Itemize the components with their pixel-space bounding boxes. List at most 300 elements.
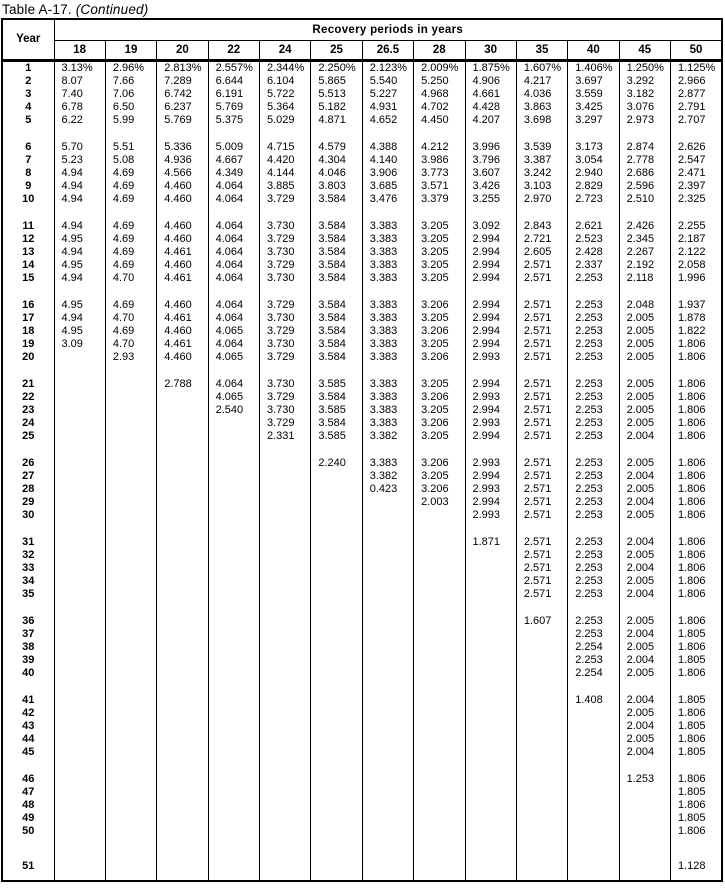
col-header-26-5: 26.5 [362,40,413,60]
value-cell: 4.304 [311,154,362,167]
value-cell: 6.78 [54,101,105,114]
value-cell: 1.253 [619,773,670,786]
value-cell: 5.51 [105,141,156,154]
value-cell [619,860,670,873]
year-cell: 32 [2,549,54,562]
value-cell: 4.715 [260,141,311,154]
value-cell [311,733,362,746]
value-cell [516,773,567,786]
value-cell: 3.584 [311,417,362,430]
value-cell [157,628,208,641]
value-cell [157,720,208,733]
value-cell [105,720,156,733]
value-cell: 2.005 [619,312,670,325]
value-cell: 3.379 [414,193,465,206]
value-cell: 4.460 [157,351,208,364]
value-cell: 2.005 [619,733,670,746]
value-cell: 4.652 [362,114,413,127]
value-cell [157,127,208,141]
value-cell [157,825,208,838]
value-cell [260,860,311,873]
value-cell [414,522,465,536]
value-cell [311,470,362,483]
year-cell [2,759,54,773]
table-row [2,101,722,114]
value-cell: 2.118 [619,272,670,285]
year-cell: 23 [2,404,54,417]
year-cell [2,206,54,220]
value-cell [516,786,567,799]
value-cell: 4.064 [208,233,259,246]
value-cell [105,680,156,694]
value-cell [414,812,465,825]
value-cell [516,694,567,707]
value-cell: 2.253 [568,351,619,364]
value-cell: 3.584 [311,259,362,272]
value-cell [362,707,413,720]
value-cell: 4.450 [414,114,465,127]
value-cell [208,860,259,873]
table-row [2,615,722,628]
value-cell: 3.205 [414,220,465,233]
value-cell [105,773,156,786]
value-cell: 1.806 [671,378,723,391]
value-cell [260,654,311,667]
value-cell: 5.23 [54,154,105,167]
value-cell [105,364,156,378]
value-cell: 3.584 [311,351,362,364]
value-cell [54,575,105,588]
value-cell [671,838,723,860]
year-cell: 36 [2,615,54,628]
value-cell: 2.471 [671,167,723,180]
value-cell: 2.523 [568,233,619,246]
value-cell [414,873,465,881]
table-row [2,167,722,180]
value-cell [619,799,670,812]
value-cell: 6.237 [157,101,208,114]
value-cell: 1.128 [671,860,723,873]
value-cell [260,746,311,759]
value-cell: 4.064 [208,378,259,391]
value-cell: 2.993 [465,351,516,364]
table-row [2,378,722,391]
value-cell: 4.461 [157,272,208,285]
value-cell: 1.806 [671,338,723,351]
value-cell [671,206,723,220]
value-cell [105,812,156,825]
value-cell: 4.936 [157,154,208,167]
value-cell: 8.07 [54,75,105,88]
value-cell [568,786,619,799]
year-cell [2,601,54,615]
value-cell [311,575,362,588]
value-cell: 2.571 [516,496,567,509]
value-cell: 3.206 [414,325,465,338]
value-cell [157,588,208,601]
value-cell [105,522,156,536]
value-cell: 2.005 [619,575,670,588]
value-cell: 3.729 [260,299,311,312]
value-cell [465,825,516,838]
value-cell [362,873,413,881]
value-cell: 4.70 [105,338,156,351]
value-cell: 4.046 [311,167,362,180]
value-cell: 2.004 [619,654,670,667]
value-cell [465,873,516,881]
value-cell: 3.773 [414,167,465,180]
value-cell [157,522,208,536]
value-cell: 5.227 [362,88,413,101]
value-cell [208,127,259,141]
value-cell [54,838,105,860]
value-cell [208,707,259,720]
spacer-row [2,285,722,299]
value-cell [54,285,105,299]
value-cell [54,707,105,720]
value-cell: 1.806 [671,536,723,549]
value-cell [260,773,311,786]
value-cell: 3.205 [414,338,465,351]
value-cell: 4.460 [157,180,208,193]
table-row [2,457,722,470]
value-cell [105,127,156,141]
value-cell [465,127,516,141]
year-cell: 44 [2,733,54,746]
value-cell [54,404,105,417]
value-cell [105,615,156,628]
value-cell [311,746,362,759]
value-cell [157,430,208,443]
value-cell [362,628,413,641]
value-cell: 1.406% [568,60,619,75]
value-cell [414,601,465,615]
value-cell [105,838,156,860]
value-cell: 2.993 [465,509,516,522]
year-cell [2,364,54,378]
value-cell: 2.993 [465,417,516,430]
value-cell: 2.253 [568,536,619,549]
value-cell: 2.004 [619,746,670,759]
value-cell: 4.460 [157,259,208,272]
value-cell [465,799,516,812]
value-cell [311,694,362,707]
value-cell: 3.585 [311,404,362,417]
value-cell [208,417,259,430]
value-cell: 2.93 [105,351,156,364]
value-cell: 3.383 [362,391,413,404]
value-cell [465,667,516,680]
value-cell [208,509,259,522]
value-cell [260,720,311,733]
value-cell [208,457,259,470]
value-cell [671,285,723,299]
value-cell [465,601,516,615]
value-cell [516,733,567,746]
value-cell [414,746,465,759]
col-header-22: 22 [208,40,259,60]
value-cell [105,759,156,773]
table-row [2,825,722,838]
value-cell [105,873,156,881]
value-cell [208,733,259,746]
table-body [2,60,722,881]
value-cell: 1.806 [671,457,723,470]
year-cell: 39 [2,654,54,667]
value-cell: 2.005 [619,457,670,470]
value-cell: 2.994 [465,496,516,509]
value-cell: 2.571 [516,509,567,522]
value-cell [105,694,156,707]
value-cell: 1.806 [671,799,723,812]
value-cell: 2.344% [260,60,311,75]
value-cell: 4.064 [208,246,259,259]
value-cell [208,575,259,588]
value-cell [362,641,413,654]
value-cell [362,746,413,759]
value-cell: 3.383 [362,404,413,417]
year-cell: 48 [2,799,54,812]
year-cell: 5 [2,114,54,127]
value-cell: 4.207 [465,114,516,127]
value-cell [105,206,156,220]
value-cell [619,364,670,378]
value-cell [414,825,465,838]
year-column-header: Year [2,19,54,60]
value-cell: 1.806 [671,615,723,628]
value-cell: 1.250% [619,60,670,75]
value-cell [414,536,465,549]
value-cell [157,536,208,549]
table-title: Table A-17. [2,2,72,17]
value-cell [208,641,259,654]
value-cell: 3.585 [311,430,362,443]
value-cell: 3.584 [311,391,362,404]
value-cell [465,812,516,825]
value-cell [516,285,567,299]
value-cell [54,391,105,404]
value-cell: 2.005 [619,509,670,522]
column-headers-row [2,40,722,60]
value-cell [362,443,413,457]
year-cell: 29 [2,496,54,509]
value-cell: 3.729 [260,233,311,246]
value-cell: 2.940 [568,167,619,180]
value-cell [208,720,259,733]
value-cell [157,812,208,825]
year-cell: 24 [2,417,54,430]
value-cell: 4.94 [54,246,105,259]
table-row [2,154,722,167]
value-cell [54,351,105,364]
value-cell: 1.607 [516,615,567,628]
value-cell [362,786,413,799]
value-cell [414,667,465,680]
value-cell: 4.064 [208,299,259,312]
value-cell [414,799,465,812]
value-cell: 1.806 [671,430,723,443]
value-cell: 3.730 [260,378,311,391]
value-cell [260,206,311,220]
value-cell [414,654,465,667]
value-cell [414,127,465,141]
value-cell: 3.182 [619,88,670,101]
year-cell: 4 [2,101,54,114]
table-row [2,694,722,707]
value-cell: 2.254 [568,667,619,680]
value-cell [568,522,619,536]
value-cell [311,680,362,694]
year-cell: 37 [2,628,54,641]
value-cell: 2.253 [568,575,619,588]
value-cell [208,654,259,667]
value-cell: 2.605 [516,246,567,259]
value-cell [208,430,259,443]
value-cell: 3.383 [362,220,413,233]
value-cell [105,549,156,562]
value-cell: 4.065 [208,391,259,404]
value-cell [157,641,208,654]
value-cell: 2.005 [619,338,670,351]
value-cell: 5.375 [208,114,259,127]
value-cell [311,483,362,496]
value-cell: 4.460 [157,193,208,206]
value-cell: 4.461 [157,312,208,325]
value-cell: 3.426 [465,180,516,193]
value-cell: 1.125% [671,60,723,75]
value-cell [260,873,311,881]
value-cell [465,746,516,759]
value-cell: 2.005 [619,325,670,338]
year-cell: 20 [2,351,54,364]
value-cell: 3.885 [260,180,311,193]
value-cell: 4.064 [208,220,259,233]
value-cell [516,825,567,838]
value-cell [516,812,567,825]
value-cell: 3.539 [516,141,567,154]
value-cell [54,694,105,707]
value-cell [465,364,516,378]
value-cell [311,549,362,562]
value-cell: 4.95 [54,325,105,338]
value-cell [157,873,208,881]
value-cell [568,733,619,746]
value-cell [260,562,311,575]
value-cell [465,522,516,536]
year-cell: 7 [2,154,54,167]
value-cell: 3.584 [311,246,362,259]
value-cell: 3.729 [260,259,311,272]
value-cell: 1.871 [465,536,516,549]
value-cell: 1.806 [671,391,723,404]
value-cell [362,562,413,575]
value-cell [157,509,208,522]
value-cell [54,483,105,496]
value-cell [208,206,259,220]
value-cell [414,759,465,773]
value-cell: 2.253 [568,483,619,496]
value-cell: 3.383 [362,312,413,325]
spacer-row [2,127,722,141]
value-cell [465,694,516,707]
table-row [2,75,722,88]
value-cell [208,615,259,628]
value-cell [208,680,259,694]
col-header-30: 30 [465,40,516,60]
value-cell [311,812,362,825]
value-cell: 2.723 [568,193,619,206]
value-cell: 3.383 [362,351,413,364]
value-cell: 4.461 [157,246,208,259]
value-cell [260,759,311,773]
year-cell: 50 [2,825,54,838]
value-cell [362,773,413,786]
value-cell [619,285,670,299]
value-cell [208,799,259,812]
value-cell [516,628,567,641]
value-cell: 3.730 [260,338,311,351]
value-cell [414,773,465,786]
year-cell [2,838,54,860]
value-cell [414,786,465,799]
value-cell [105,588,156,601]
value-cell [311,707,362,720]
value-cell [311,562,362,575]
value-cell [208,628,259,641]
value-cell [311,522,362,536]
value-cell [311,127,362,141]
value-cell: 5.540 [362,75,413,88]
value-cell: 3.255 [465,193,516,206]
value-cell: 3.383 [362,246,413,259]
value-cell [619,127,670,141]
value-cell: 1.806 [671,707,723,720]
year-cell [2,522,54,536]
value-cell: 2.791 [671,101,723,114]
value-cell: 5.182 [311,101,362,114]
value-cell [157,496,208,509]
value-cell: 3.996 [465,141,516,154]
value-cell [516,667,567,680]
value-cell: 3.297 [568,114,619,127]
value-cell [157,601,208,615]
year-cell [2,127,54,141]
value-cell [619,206,670,220]
value-cell: 2.004 [619,588,670,601]
col-header-25: 25 [311,40,362,60]
value-cell: 3.383 [362,299,413,312]
value-cell: 2.192 [619,259,670,272]
value-cell: 2.426 [619,220,670,233]
value-cell [208,759,259,773]
value-cell: 3.729 [260,417,311,430]
value-cell: 4.95 [54,299,105,312]
year-cell: 6 [2,141,54,154]
value-cell [362,654,413,667]
year-cell: 51 [2,860,54,873]
value-cell [54,364,105,378]
value-cell [54,601,105,615]
value-cell: 3.205 [414,246,465,259]
year-cell [2,873,54,881]
value-cell: 2.253 [568,325,619,338]
table-row [2,180,722,193]
value-cell [516,838,567,860]
value-cell: 3.729 [260,391,311,404]
value-cell [465,549,516,562]
value-cell: 5.769 [157,114,208,127]
col-header-40: 40 [568,40,619,60]
